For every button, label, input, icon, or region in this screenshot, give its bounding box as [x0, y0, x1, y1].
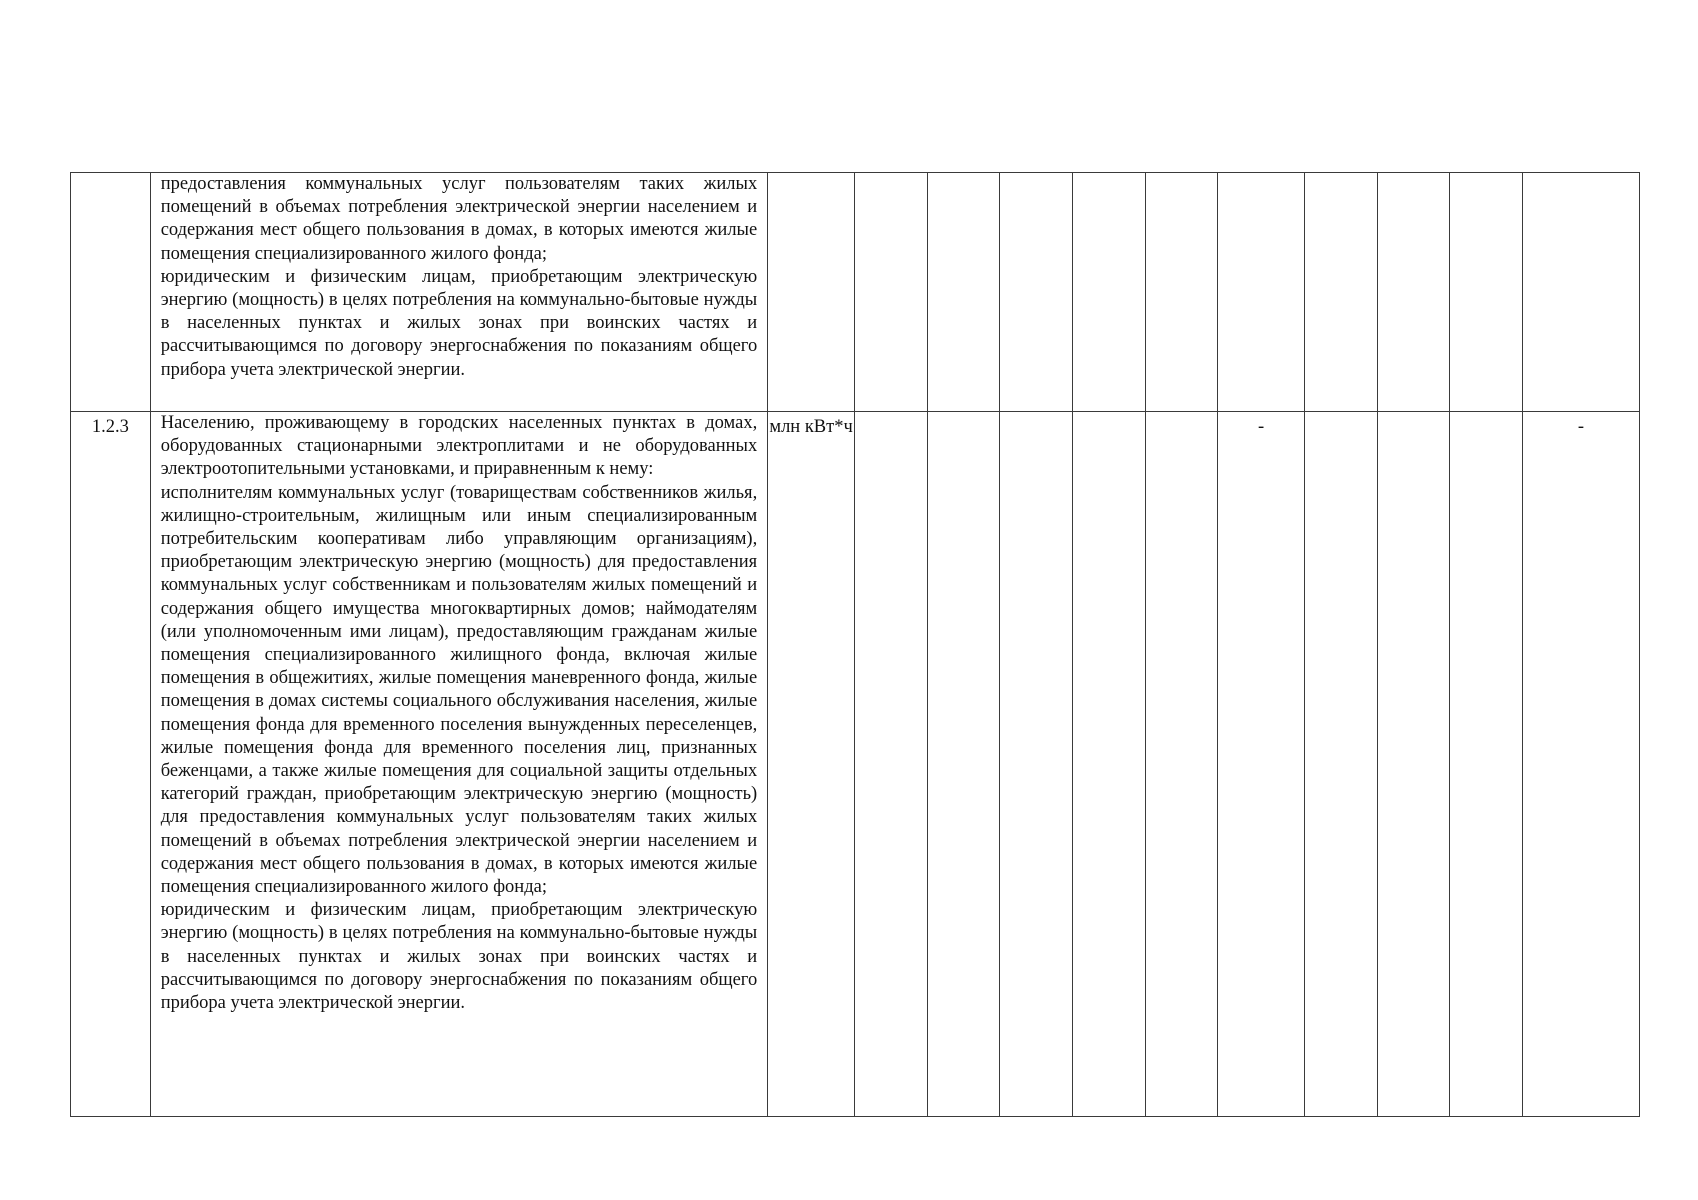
description-paragraph: юридическим и физическим лицам, приобретающим электрическую энергию (мощность) в целях потребления на коммунально-бытовые нужды в населенных пунктах и жилых зонах при воинских частях и рассчитывающимся по договору энергоснабжения по показаниям общего прибора учета электрической энергии.	[160, 900, 758, 1014]
value-cell	[1450, 412, 1523, 1117]
value-cell	[1304, 173, 1377, 412]
value-cell	[854, 173, 927, 412]
value-cell	[927, 173, 1000, 412]
description-paragraph: Населению, проживающему в городских населенных пунктах в домах, оборудованных стационарными электроплитами и не оборудованных электроотопительными установками, и приравненным к нему:	[160, 413, 758, 480]
table-row	[71, 412, 1640, 1117]
value-cell	[1072, 173, 1145, 412]
value-cell	[1000, 173, 1073, 412]
value-cell	[1145, 412, 1218, 1117]
unit-cell	[768, 173, 855, 412]
row-description	[150, 412, 768, 1117]
description-paragraph: юридическим и физическим лицам, приобретающим электрическую энергию (мощность) в целях потребления на коммунально-бытовые нужды в населенных пунктах и жилых зонах при воинских частях и рассчитывающимся по договору энергоснабжения по показаниям общего прибора учета электрической энергии.	[160, 266, 758, 380]
value-cell: -	[1522, 412, 1639, 1117]
value-cell	[1000, 412, 1073, 1117]
value-cell	[1377, 412, 1450, 1117]
value-cell	[1377, 173, 1450, 412]
description-paragraph: исполнителям коммунальных услуг (товариществам собственников жилья, жилищно-строительным, жилищным или иным специализированным потребительским кооперативам либо управляющим организациям), приобретающим электрическую энергию (мощность) для предоставления коммунальных услуг собственникам и пользователям жилых помещений и содержания общего имущества многоквартирных домов; наймодателям (или уполномоченным ими лицам), предоставляющим гражданам жилые помещения специализированного жилищного фонда, включая жилые помещения в общежитиях, жилые помещения маневренного фонда, жилые помещения в домах системы социального обслуживания населения, жилые помещения фонда для временного поселения вынужденных переселенцев, жилые помещения фонда для временного поселения лиц, признанных беженцами, а также жилые помещения для социальной защиты отдельных категорий граждан, приобретающим электрическую энергию (мощность) для предоставления коммунальных услуг пользователям таких жилых помещений в объемах потребления электрической энергии населением и содержания мест общего пользования в домах, в которых имеются жилые помещения специализированного жилого фонда;	[160, 482, 758, 898]
value-cell	[854, 412, 927, 1117]
row-number	[71, 173, 151, 412]
unit-cell: млн кВт*ч	[768, 412, 855, 1117]
value-cell	[1522, 173, 1639, 412]
value-cell: -	[1218, 412, 1305, 1117]
value-cell	[1145, 173, 1218, 412]
tariff-table	[70, 172, 1640, 1117]
value-cell	[1218, 173, 1305, 412]
value-cell	[1450, 173, 1523, 412]
row-description	[150, 173, 768, 412]
value-cell	[1304, 412, 1377, 1117]
description-paragraph: предоставления коммунальных услуг пользователям таких жилых помещений в объемах потребления электрической энергии населением и содержания мест общего пользования в домах, в которых имеются жилые помещения специализированного жилого фонда;	[160, 174, 758, 264]
value-cell	[927, 412, 1000, 1117]
value-cell	[1072, 412, 1145, 1117]
row-number: 1.2.3	[71, 412, 151, 1117]
table-row	[71, 173, 1640, 412]
